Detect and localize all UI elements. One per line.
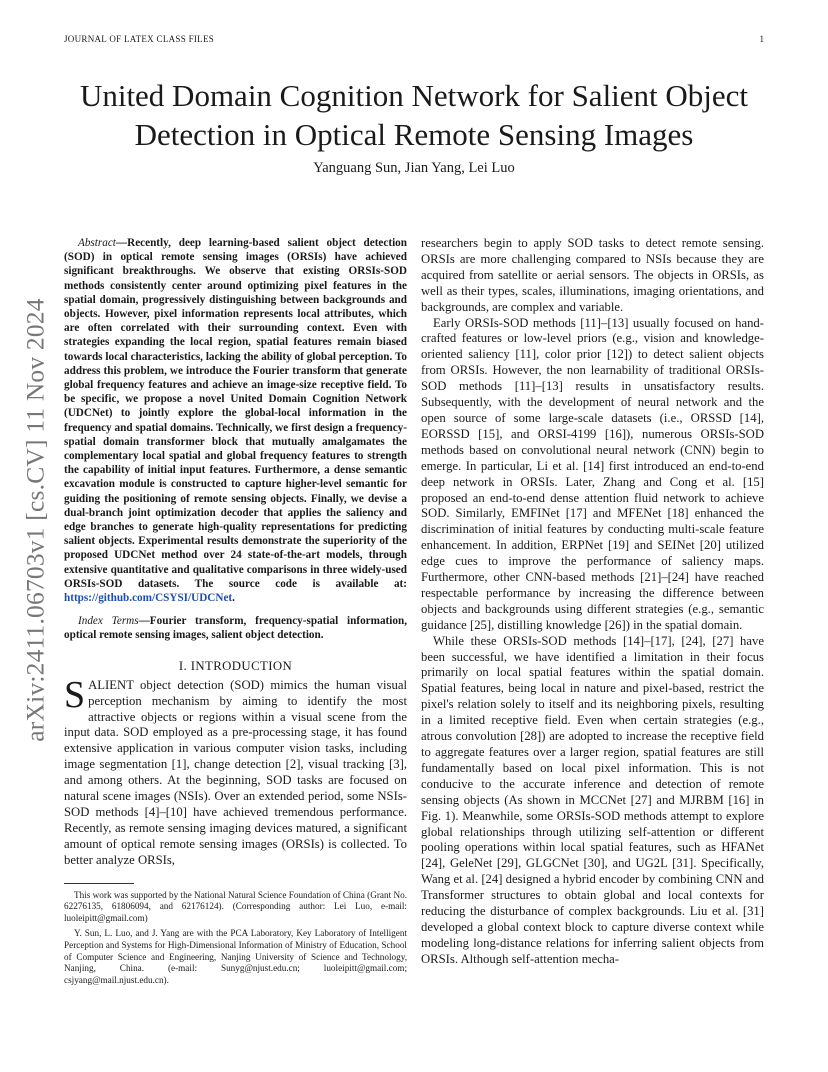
arxiv-stamp <box>12 280 60 760</box>
index-terms-text: —Fourier transform, frequency-spatial information, optical remote sensing images, salient object detection. <box>64 615 407 642</box>
source-code-link[interactable]: https://github.com/CSYSI/UDCNet <box>64 592 233 605</box>
left-column <box>64 236 407 990</box>
intro-paragraph <box>64 673 407 869</box>
affiliation-footnote: Y. Sun, L. Luo, and J. Yang are with the PCA Laboratory, Key Laboratory of Intelligent Perception and Systems for High-Dimensional Information of Ministry of Education, School of Computer Science and Engineering, Nanjing University of Science and Technology, Nanjing, China. (e-mail: Sunyg@njust.edu.cn; luoleipitt@gmail.com; csjyang@mail.njust.edu.cn). <box>64 928 407 985</box>
body-paragraph: Early ORSIs-SOD methods [11]–[13] usually focused on hand-crafted features or low-level priors (e.g., vision and knowledge-oriented saliency [11], color prior [12]) to detect salient objects from ORSIs. However, the non learnability of traditional ORSIs-SOD methods [11]–[13] results in unsatisfactory results. Subsequently, with the development of neural network and the open source of some large-scale datasets (i.e., ORSSD [14], EORSSD [15], and ORSI-4199 [16]), numerous ORSIs-SOD methods based on convolutional neural network (CNN) begin to emerge. In particular, Li et al. [14] first introduced an end-to-end deep network in ORSIs. Later, Zhang and Cong et al. [15] proposed an end-to-end dense attention fluid network to achieve SOD. Similarly, EMFINet [17] and MFENet [18] enhanced the discrimination of initial features by conducting multi-scale feature enhancement. In addition, ERPNet [19] and SEINet [20] utilized edge cues to improve the performance of saliency maps. Furthermore, other CNN-based methods [21]–[24] have reached respectable performance by increasing the difference between objects and backgrounds using different strategies (e.g., semantic guidance [25], distilling knowledge [26]) in the spatial domain. <box>421 315 764 632</box>
page-number: 1 <box>759 34 764 44</box>
body-paragraph: researchers begin to apply SOD tasks to detect remote sensing. ORSIs are more challenging compared to NSIs because they are acquired from satellite or aerial sensors. The objects in ORSIs, as well as their types, scales, illuminations, imaging orientations, and backgrounds, are complex and variable. <box>421 236 764 314</box>
footnote-divider <box>64 883 134 884</box>
drop-cap: S <box>64 673 86 716</box>
section-heading: I. INTRODUCTION <box>178 658 293 673</box>
running-header: JOURNAL OF LATEX CLASS FILES <box>64 34 215 44</box>
arxiv-stamp-text: arXiv:2411.06703v1 [cs.CV] 11 Nov 2024 <box>21 298 51 742</box>
funding-footnote: This work was supported by the National Natural Science Foundation of China (Grant No. 62276135, 61806094, and 62176124). (Corresponding author: Lei Luo, e-mail: luoleipitt@gmail.com) <box>64 889 407 923</box>
right-column <box>421 236 764 968</box>
abstract-label: Abstract <box>78 237 116 249</box>
abstract-end: . <box>232 592 235 605</box>
body-paragraph: While these ORSIs-SOD methods [14]–[17], [24], [27] have been successful, we have identified a limitation in their focus primarily on local spatial features within the spatial domain. Spatial features, being local in nature and pixel-based, restrict the pixel's relation solely to itself and its neighboring pixels, resulting in a limited receptive field. Even when certain strategies (e.g., atrous convolution [28]) are adopted to increase the receptive field to aggregate features over a larger region, spatial features are still fundamentally based on local pixel information. This is not conducive to the accurate inference and detection of remote sensing objects (As shown in MCCNet [27] and MJRBM [16] in Fig. 1). Meanwhile, some ORSIs-SOD methods attempt to explore global relationships through utilizing self-attention or different pooling operations within local spatial features, such as HFANet [24], GeleNet [29], GLGCNet [30], and UG2L [31]. Specifically, Wang et al. [24] designed a hybrid encoder by combining CNN and Transformer structures to obtain global and local contexts for reducing the disturbance of complex backgrounds. Liu et al. [31] developed a global context block to capture diverse context while modeling long-distance relations for inferring salient objects from ORSIs. Although self-attention mecha- <box>421 633 764 966</box>
index-terms <box>64 614 407 642</box>
intro-text: ALIENT object detection (SOD) mimics the human visual perception mechanism by aiming to identify the most attractive objects or regions within a visual scene from the input data. SOD employed as a pre-processing stage, it has found extensive application in various computer vision tasks, including image segmentation [1], change detection [2], visual tracking [3], and among others. At the beginning, SOD tasks are focused on natural scene images (NSIs). Over an extended period, some NSIs-SOD methods [4]–[10] have achieved tremendous performance. Recently, as remote sensing imaging devices matured, a significant amount of optical remote sensing images (ORSIs) is collected. To better analyze ORSIs, <box>64 677 407 867</box>
abstract <box>64 236 407 605</box>
abstract-text: —Recently, deep learning-based salient object detection (SOD) in optical remote sensing images (ORSIs) have achieved significant breakthroughs. We observe that existing ORSIs-SOD methods consistently center around optimizing pixel features in the spatial domain, progressively distinguishing between backgrounds and objects. However, pixel information represents local attributes, which are often correlated with their surrounding context. Even with strategies expanding the local region, spatial features remain biased towards local characteristics, lacking the ability of global perception. To address this problem, we introduce the Fourier transform that generate global frequency features and achieve an image-size receptive field. To be specific, we propose a novel United Domain Cognition Network (UDCNet) to jointly explore the global-local information in the frequency and spatial domains. Technically, we first design a frequency-spatial domain transformer block that mutually amalgamates the complementary local spatial and global frequency features to strength the capability of initial input features. Furthermore, a dense semantic excavation module is constructed to capture higher-level semantic for guiding the positioning of remote sensing objects. Finally, we devise a dual-branch joint optimization decoder that applies the saliency and edge branches to generate high-quality representations for predicting salient objects. Experimental results demonstrate the superiority of the proposed UDCNet method over 24 state-of-the-art models, through extensive quantitative and qualitative comparisons in three widely-used ORSIs-SOD datasets. The source code is available at: <box>64 237 407 590</box>
paper-title: United Domain Cognition Network for Salient Object Detection in Optical Remote Sensing Images <box>79 78 749 152</box>
index-terms-label: Index Terms <box>78 615 139 628</box>
author-list: Yanguang Sun, Jian Yang, Lei Luo <box>313 160 515 176</box>
